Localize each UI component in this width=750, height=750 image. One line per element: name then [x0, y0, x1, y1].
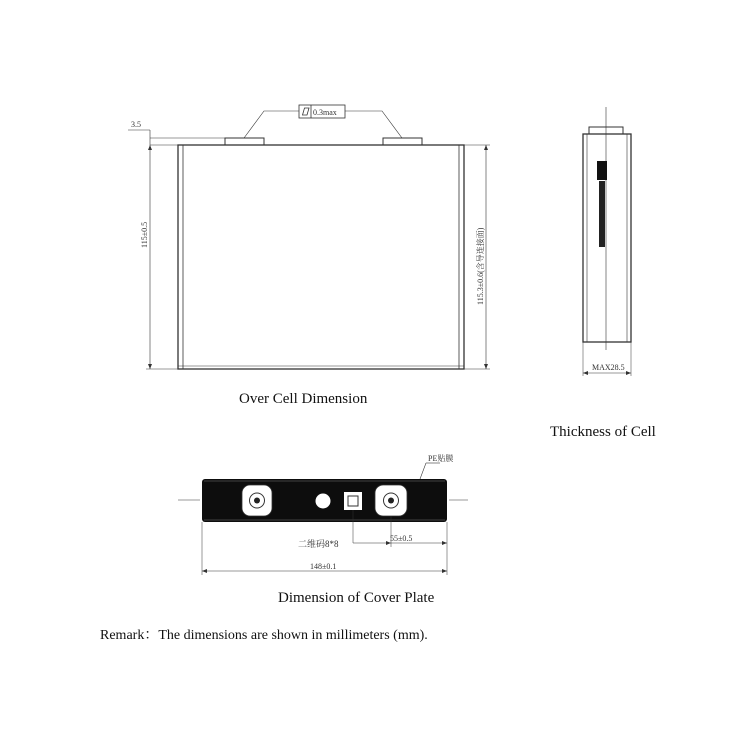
- cell-body: [178, 145, 464, 369]
- height-left-label: 115±0.5: [140, 221, 149, 248]
- side-label-strip: [599, 181, 605, 247]
- height-right-label: 115.3±0.6(含导连接面): [476, 227, 485, 305]
- flatness-tolerance-label: 0.3max: [313, 108, 337, 117]
- remark-text: Remark：The dimensions are shown in millimeters (mm).: [100, 628, 428, 643]
- flatness-leader-left: [244, 111, 299, 138]
- side-view-caption: Thickness of Cell: [550, 424, 656, 440]
- terminal-height-label: 3.5: [131, 120, 141, 129]
- front-view: [128, 105, 490, 369]
- thickness-label: MAX28.5: [592, 363, 625, 372]
- front-view-caption: Over Cell Dimension: [239, 391, 368, 407]
- cover-plate-caption: Dimension of Cover Plate: [278, 590, 435, 606]
- terminal-left: [225, 138, 264, 145]
- flatness-symbol-icon: [303, 108, 310, 115]
- plate-length-label: 148±0.1: [310, 562, 337, 571]
- side-view: [583, 107, 631, 376]
- terminal-spacing-label: 55±0.5: [390, 534, 413, 543]
- flatness-leader-right: [345, 111, 402, 138]
- vent-icon: [316, 494, 331, 509]
- side-label-block-top: [597, 161, 607, 180]
- terminal-right: [383, 138, 422, 145]
- pe-film-label: PE贴膜: [428, 454, 454, 463]
- cover-plate: [178, 463, 468, 575]
- qr-code-label: 二维码8*8: [298, 539, 339, 549]
- qr-code-icon: [344, 492, 362, 510]
